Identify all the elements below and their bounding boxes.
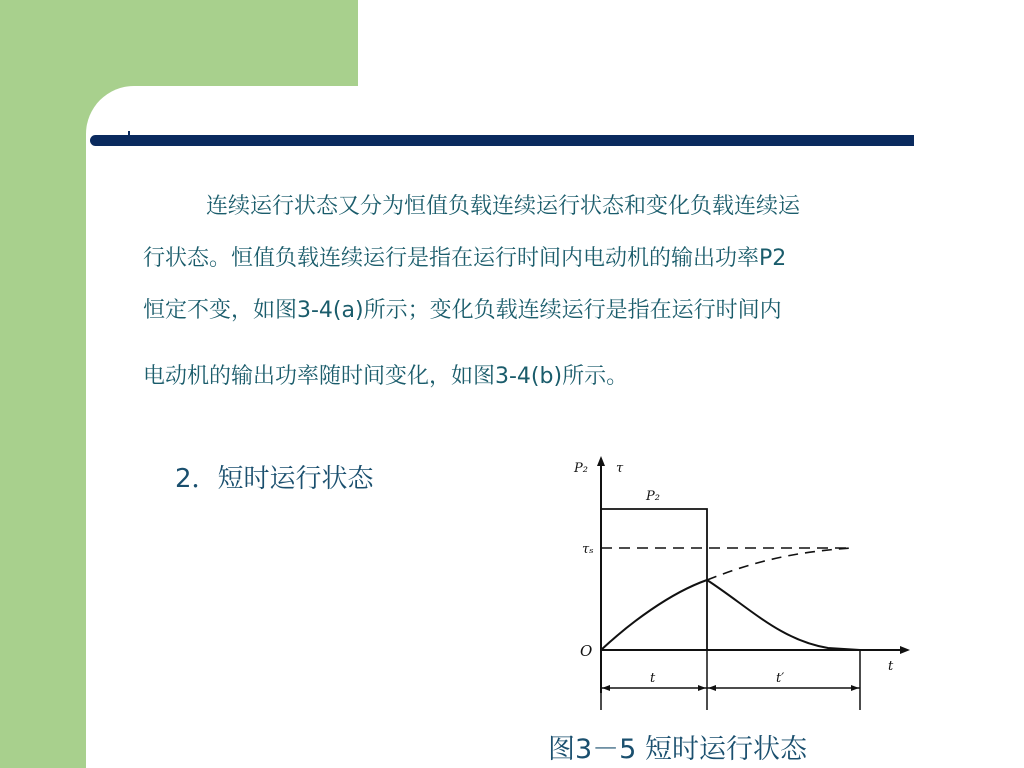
dim-arrow-4 <box>851 685 859 691</box>
dim-arrow-2 <box>698 685 706 691</box>
y-axis-power-label: P₂ <box>574 461 588 476</box>
heating-continuation-dashed <box>707 548 852 580</box>
top-white-area <box>358 0 1024 90</box>
paragraph-line-1: 连续运行状态又分为恒值负载连续运行状态和变化负载连续运 <box>206 194 801 219</box>
power-pulse-line <box>601 509 707 650</box>
dim-arrow-1 <box>602 685 610 691</box>
title-rule <box>90 135 914 146</box>
short-time-duty-diagram <box>560 448 960 728</box>
sidebar-green-block <box>0 0 358 86</box>
paragraph-line-3: 恒定不变，如图3-4(a)所示；变化负载连续运行是指在运行时间内 <box>143 298 782 323</box>
interval-on-label: t <box>650 671 656 686</box>
interval-off-label: t′ <box>776 671 785 686</box>
x-axis-label: t <box>888 659 894 674</box>
dim-arrow-3 <box>708 685 716 691</box>
x-axis-arrow <box>900 646 910 654</box>
y-axis-arrow <box>597 456 605 466</box>
origin-label: O <box>580 642 593 660</box>
paragraph-line-2: 行状态。恒值负载连续运行是指在运行时间内电动机的输出功率P2 <box>143 246 787 271</box>
heating-curve <box>601 580 707 650</box>
power-curve-label: P₂ <box>646 489 660 504</box>
title-rule-tick <box>128 131 130 137</box>
y-axis-temp-label: τ <box>616 461 624 476</box>
steady-level-label: τₛ <box>582 542 594 557</box>
section-heading: 2．短时运行状态 <box>175 464 374 494</box>
paragraph-line-4: 电动机的输出功率随时间变化，如图3-4(b)所示。 <box>143 364 629 389</box>
figure-caption: 图3－5 短时运行状态 <box>548 734 807 765</box>
cooling-curve <box>707 580 860 650</box>
